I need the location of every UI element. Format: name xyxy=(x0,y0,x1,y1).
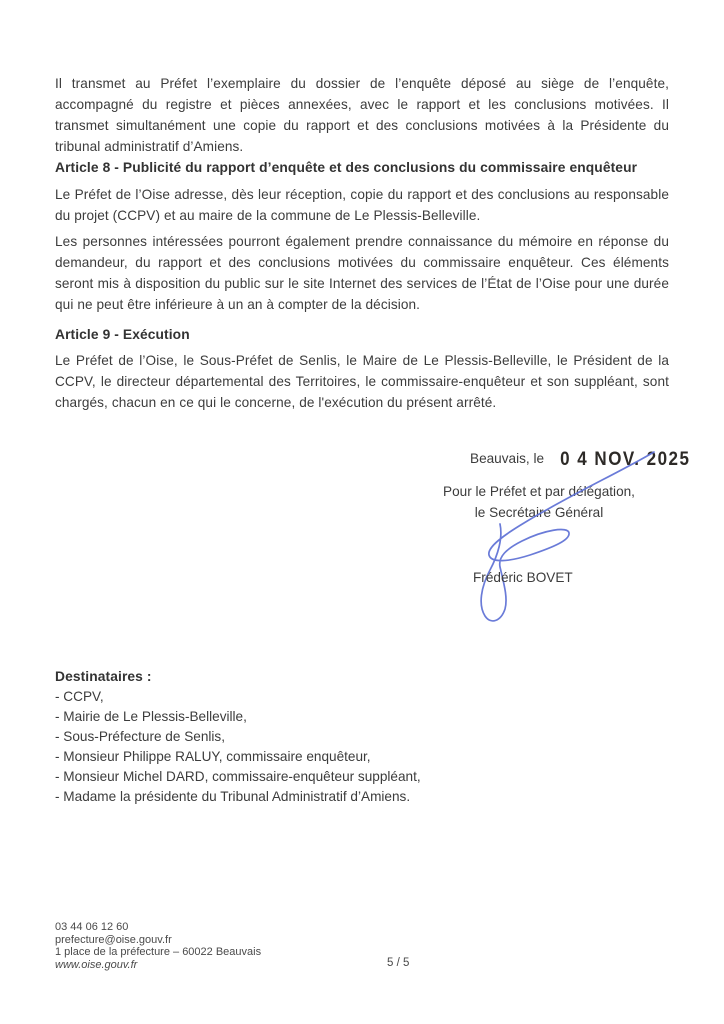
date-stamp: 0 4 NOV. 2025 xyxy=(560,448,691,470)
destinataires-section xyxy=(55,669,555,807)
delegation-line-2: le Secrétaire Général xyxy=(474,505,604,520)
date-line xyxy=(470,448,690,468)
list-item: - Madame la présidente du Tribunal Administratif d’Amiens. xyxy=(55,789,411,804)
list-item: - CCPV, xyxy=(55,689,104,704)
place-and-date-label: Beauvais, le xyxy=(470,451,545,466)
delegation-line-1: Pour le Préfet et par délégation, xyxy=(443,484,635,499)
signatory-name: Frédéric BOVET xyxy=(473,570,573,585)
footer-phone: 03 44 06 12 60 xyxy=(55,921,129,933)
footer-website: www.oise.gouv.fr xyxy=(55,958,138,971)
page-number: 5 / 5 xyxy=(387,957,410,969)
destinataires-list xyxy=(55,687,555,807)
article-8-paragraph-1: Le Préfet de l’Oise adresse, dès leur réception, copie du rapport et des conclusions au responsable du projet (CCPV) et au maire de la commune de Le Plessis-Belleville. xyxy=(55,187,669,223)
list-item: - Sous-Préfecture de Senlis, xyxy=(55,729,226,744)
article-9-heading: Article 9 - Exécution xyxy=(55,327,190,342)
footer-email: prefecture@oise.gouv.fr xyxy=(55,933,172,946)
article-9-paragraph-1: Le Préfet de l’Oise, le Sous-Préfet de Senlis, le Maire de Le Plessis-Belleville, le Président de la CCPV, le directeur départemental des Territoires, le commissaire-enquêteur et son suppléant, sont chargés, chacun en ce qui le concerne, de l'exécution du présent arrêté. xyxy=(55,353,669,410)
list-item: - Mairie de Le Plessis-Belleville, xyxy=(55,709,247,724)
delegation-lines xyxy=(408,481,670,523)
footer-address: 1 place de la préfecture – 60022 Beauvais xyxy=(55,946,262,958)
article-8-paragraph-2: Les personnes intéressées pourront également prendre connaissance du mémoire en réponse du demandeur, du rapport et des conclusions motivées du commissaire enquêteur. Ces éléments seront mis à disposition du public sur le site Internet des services de l’État de l’Oise pour une durée qui ne peut être inférieure à un an à compter de la décision. xyxy=(55,234,669,312)
list-item: - Monsieur Philippe RALUY, commissaire enquêteur, xyxy=(55,749,371,764)
destinataires-heading: Destinataires : xyxy=(55,669,152,684)
intro-paragraph: Il transmet au Préfet l’exemplaire du dossier de l’enquête déposé au siège de l’enquête, accompagné du registre et pièces annexées, avec le rapport et les conclusions motivées. Il transmet simultanément une copie du rapport et des conclusions motivées à la Présidente du tribunal administratif d’Amiens. xyxy=(55,76,669,154)
article-8-heading: Article 8 - Publicité du rapport d’enquête et des conclusions du commissaire enquêteur xyxy=(55,160,638,175)
list-item: - Monsieur Michel DARD, commissaire-enquêteur suppléant, xyxy=(55,769,421,784)
footer-contact-block xyxy=(55,921,261,971)
